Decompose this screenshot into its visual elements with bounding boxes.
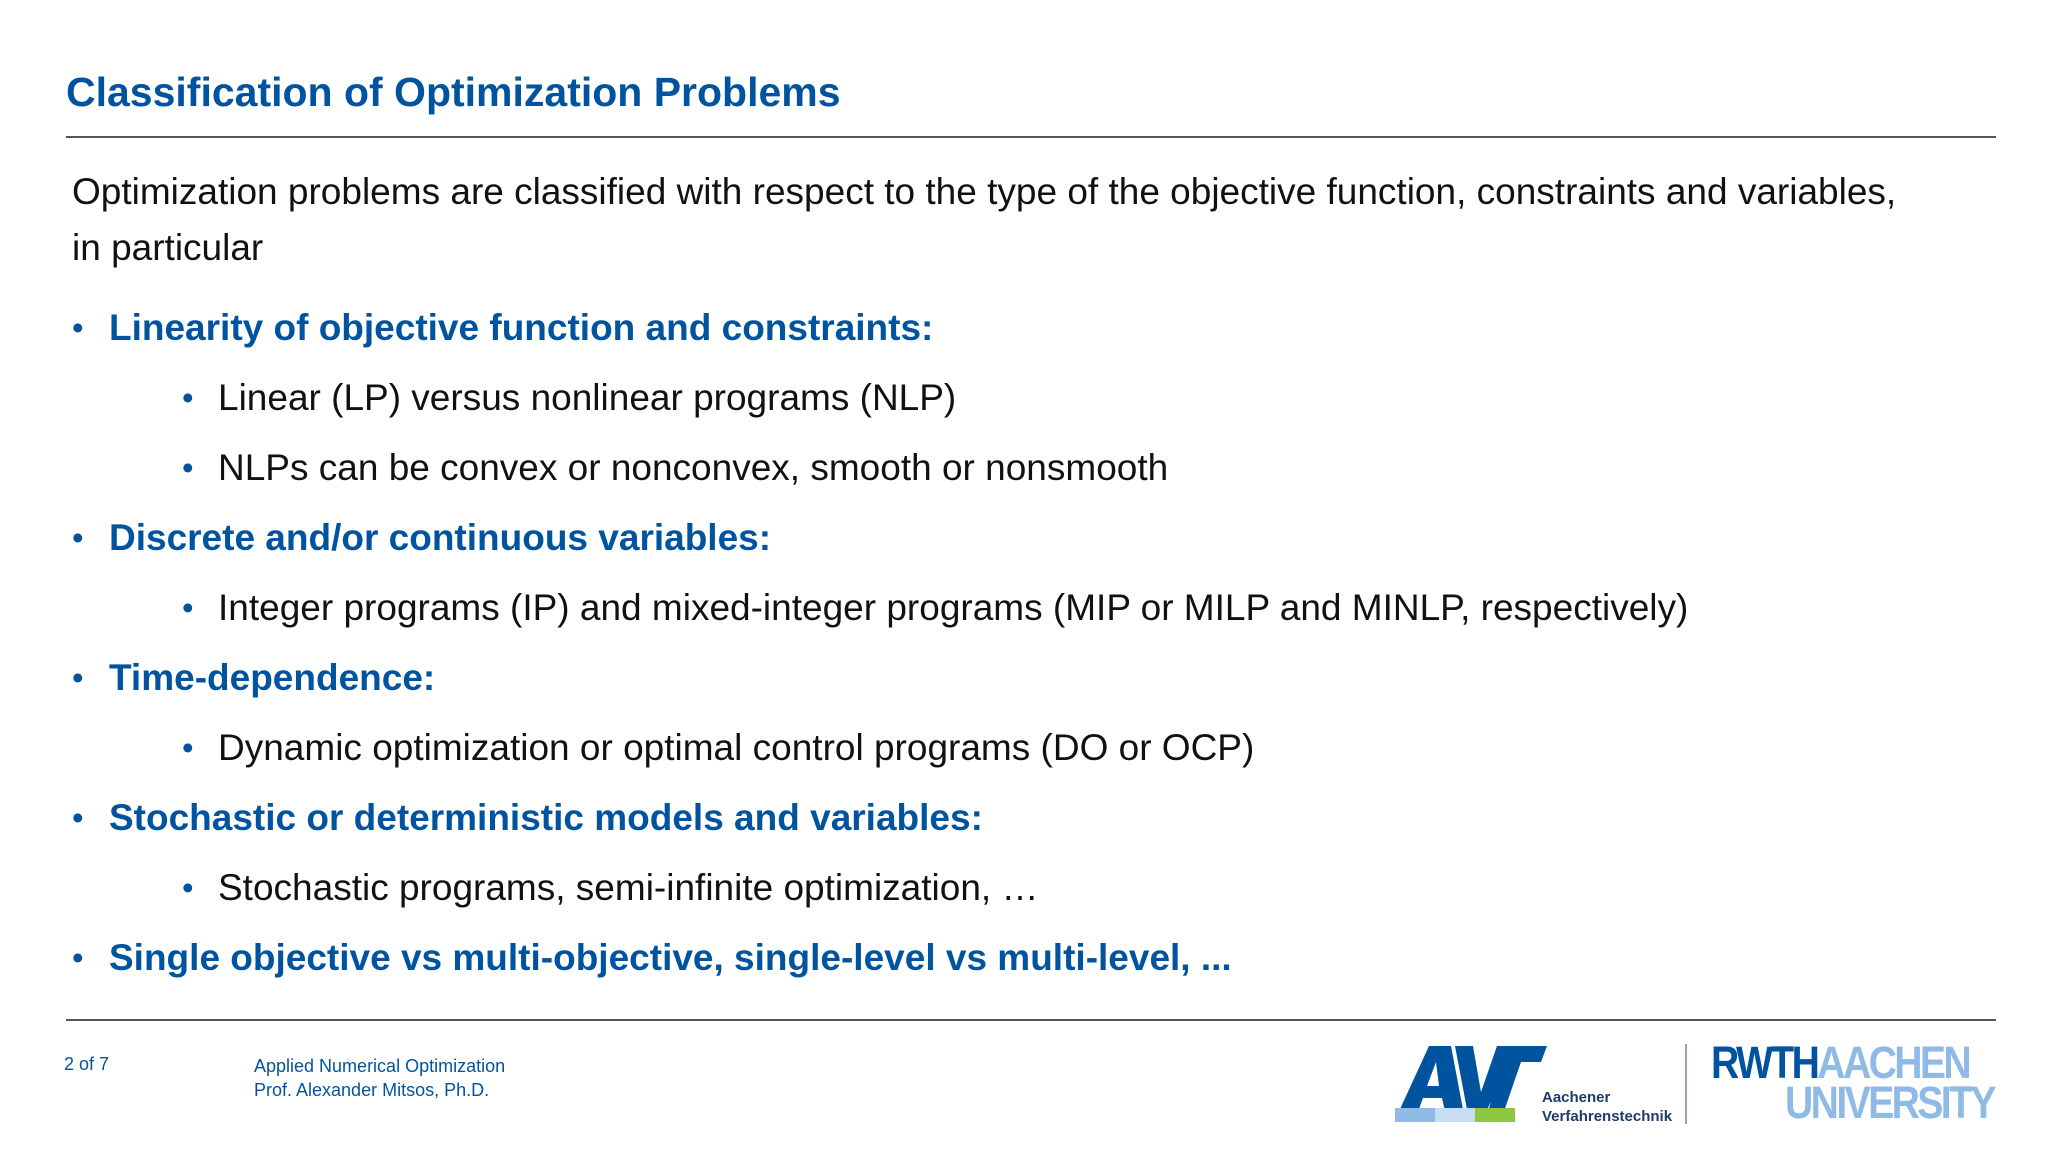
bullet: • [72, 659, 84, 696]
bullet: • [72, 519, 84, 556]
avt-wordmark-line2: Verfahrenstechnik [1542, 1108, 1673, 1125]
institution-logos [1395, 1037, 2005, 1130]
page-number: 2 of 7 [64, 1054, 110, 1074]
rwth-logo [1711, 1037, 2001, 1128]
logo-divider [1685, 1044, 1687, 1124]
section-heading: Time-dependence: [109, 657, 436, 698]
list-item [72, 718, 1972, 788]
avt-wordmark-line1: Aachener [1542, 1089, 1611, 1106]
section-stochastic [72, 788, 1972, 858]
bullet: • [182, 449, 194, 486]
bullet: • [72, 939, 84, 976]
section-time-dependence [72, 648, 1972, 718]
list-item [72, 438, 1972, 508]
rwth-logo-aachen: AACHEN [1817, 1037, 1970, 1088]
avt-logo [1395, 1040, 1547, 1124]
list-item [72, 368, 1972, 438]
list-item-text: Integer programs (IP) and mixed-integer programs (MIP or MILP and MINLP, respectively) [218, 587, 1689, 628]
section-heading: Linearity of objective function and constraints: [109, 307, 934, 348]
bullet: • [182, 379, 194, 416]
list-item [72, 578, 1972, 648]
title-divider [66, 136, 1996, 138]
rwth-logo-rwth: RWTH [1711, 1037, 1818, 1088]
section-linearity [72, 298, 1972, 368]
bullet: • [182, 729, 194, 766]
list-item-text: Linear (LP) versus nonlinear programs (NLP) [218, 377, 957, 418]
footer-divider [66, 1019, 1996, 1021]
list-item-text: Stochastic programs, semi-infinite optimization, … [218, 867, 1039, 908]
list-item-text: NLPs can be convex or nonconvex, smooth or nonsmooth [218, 447, 1169, 488]
slide-title: Classification of Optimization Problems [66, 69, 841, 115]
bullet: • [182, 589, 194, 626]
classification-list [72, 298, 1972, 998]
section-heading: Discrete and/or continuous variables: [109, 517, 772, 558]
section-variables [72, 508, 1972, 578]
course-name: Applied Numerical Optimization [254, 1056, 506, 1076]
rwth-logo-university: UNIVERSITY [1785, 1077, 1994, 1128]
footer-course-info [254, 1054, 505, 1102]
list-item [72, 858, 1972, 928]
bullet: • [182, 869, 194, 906]
bullet: • [72, 309, 84, 346]
bullet: • [72, 799, 84, 836]
avt-logo-stripe-light [1395, 1108, 1435, 1122]
avt-wordmark [1542, 1088, 1672, 1126]
list-item-text: Dynamic optimization or optimal control programs (DO or OCP) [218, 727, 1255, 768]
lecturer-name: Prof. Alexander Mitsos, Ph.D. [254, 1080, 490, 1100]
section-objective-levels [72, 928, 1972, 998]
section-heading: Stochastic or deterministic models and variables: [109, 797, 983, 838]
avt-logo-stripe-green [1475, 1108, 1515, 1122]
section-heading: Single objective vs multi-objective, single-level vs multi-level, ... [109, 937, 1232, 978]
intro-paragraph: Optimization problems are classified with respect to the type of the objective function, constraints and variables, in particular [72, 171, 1897, 268]
avt-logo-stripe-pale [1435, 1108, 1475, 1122]
